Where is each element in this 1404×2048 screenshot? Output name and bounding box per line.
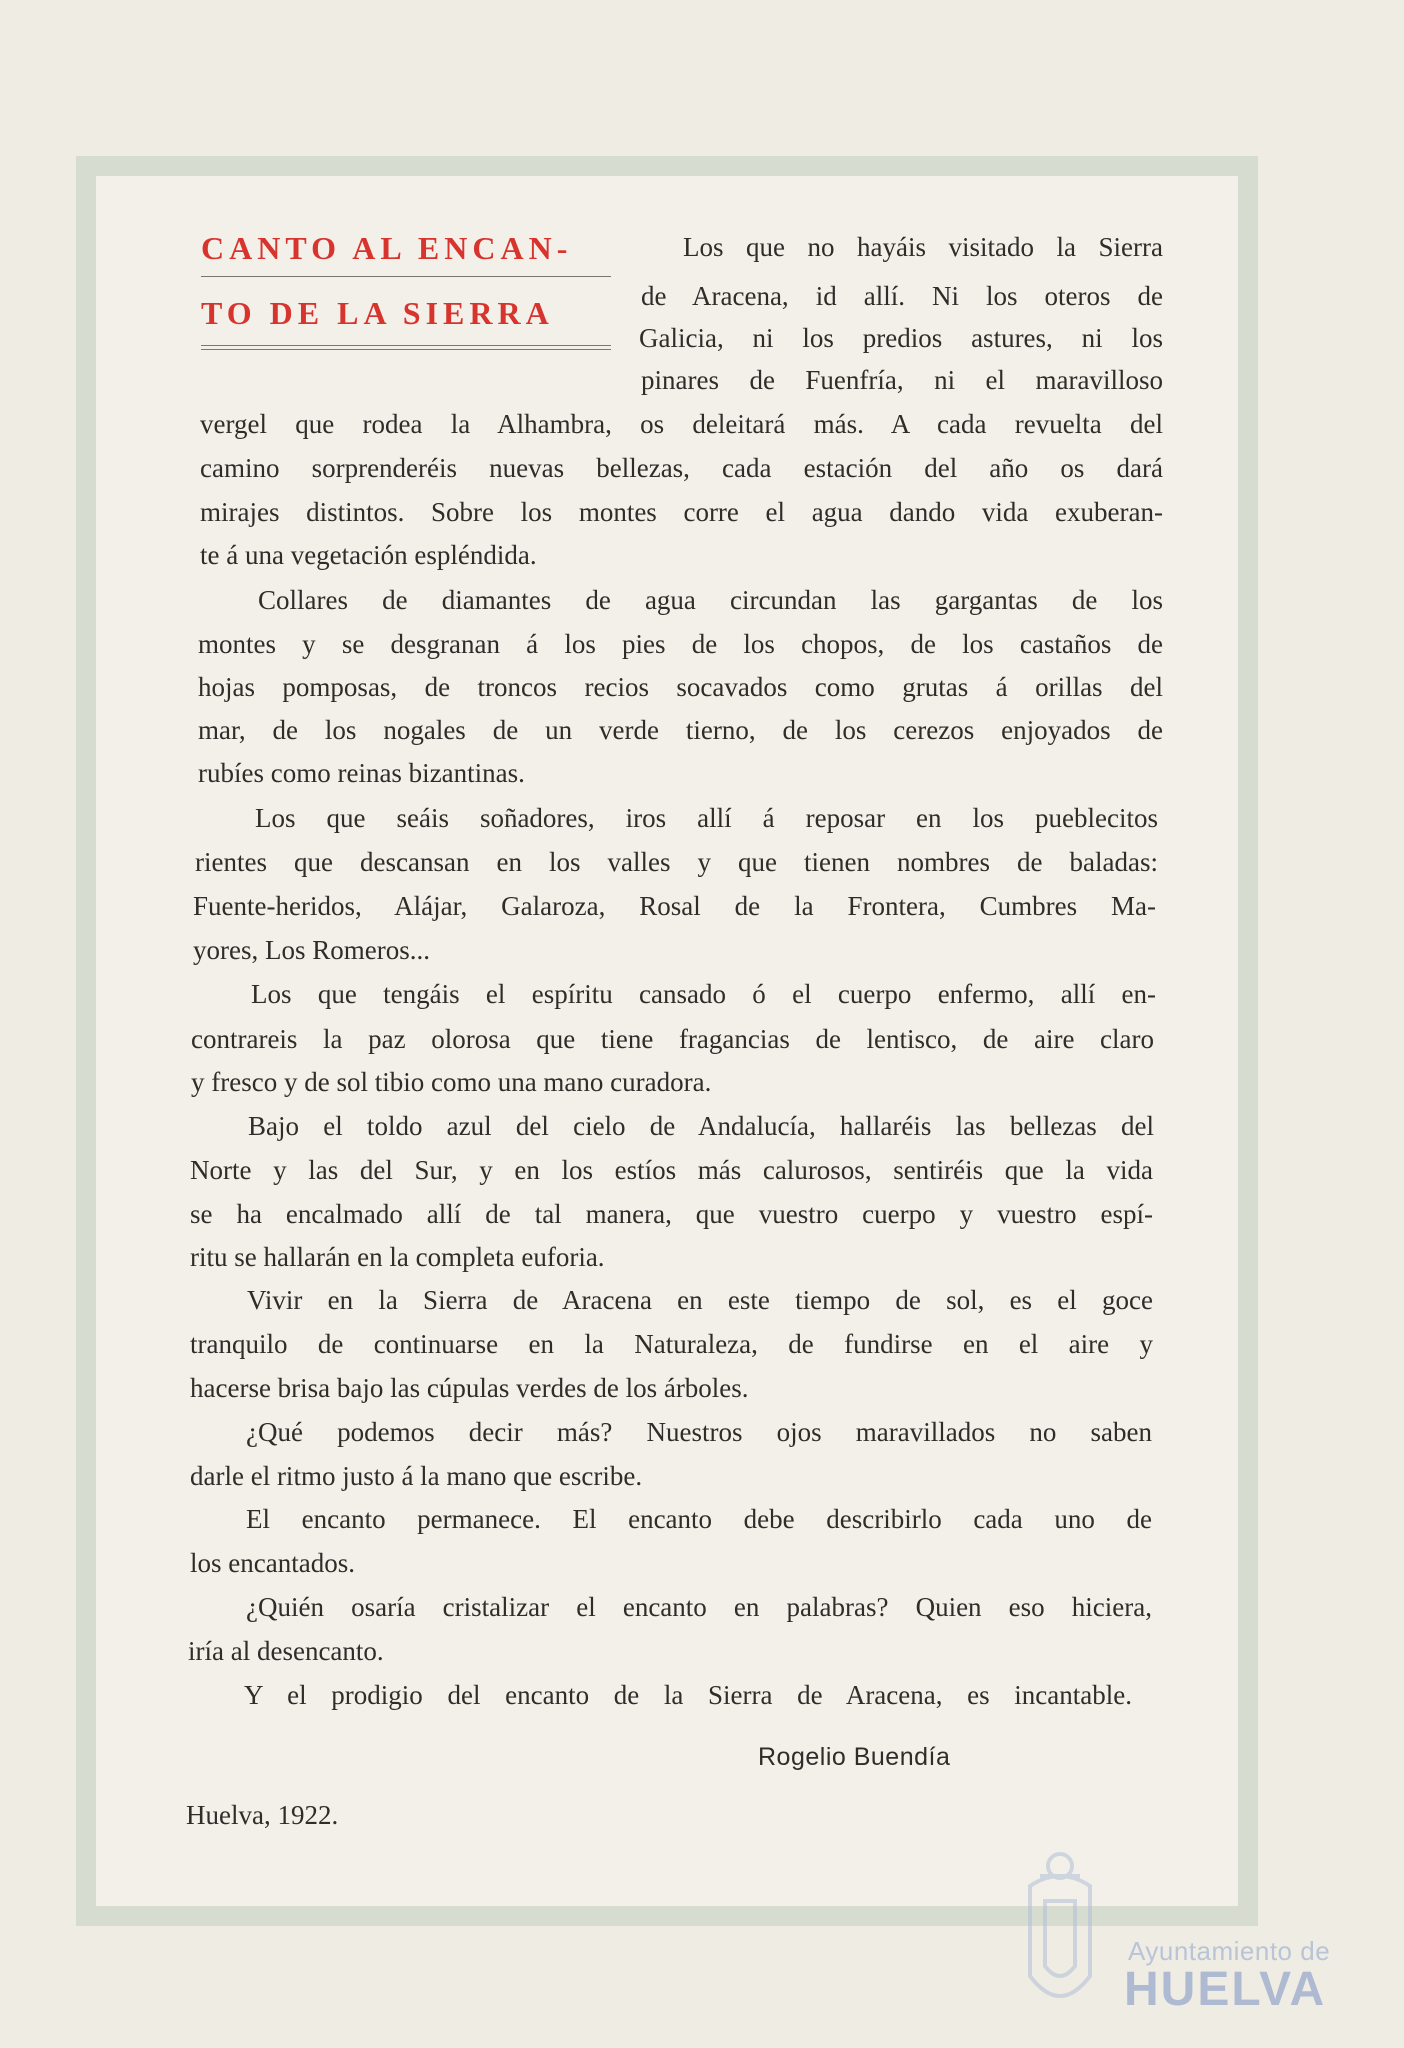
title-line-1: CANTO AL ENCAN- xyxy=(201,230,573,266)
text-line: Collares de diamantes de agua circundan las gargantas de los xyxy=(258,585,1163,615)
text-line: ritu se hallarán en la completa euforia. xyxy=(190,1242,605,1272)
text-line: mar, de los nogales de un verde tierno, de los cerezos enjoyados de xyxy=(198,715,1163,745)
text-line: se ha encalmado allí de tal manera, que vuestro cuerpo y vuestro espí- xyxy=(190,1199,1153,1229)
title-line-2: TO DE LA SIERRA xyxy=(201,295,554,331)
text-line: ¿Quién osaría cristalizar el encanto en palabras? Quien eso hiciera, xyxy=(246,1592,1152,1622)
text-line: Bajo el toldo azul del cielo de Andalucía, hallaréis las bellezas del xyxy=(248,1111,1154,1141)
title-rule-bottom xyxy=(201,345,611,350)
text-line: iría al desencanto. xyxy=(188,1636,384,1666)
text-line: tranquilo de continuarse en la Naturaleza, de fundirse en el aire y xyxy=(190,1329,1153,1359)
text-line: Fuente-heridos, Alájar, Galaroza, Rosal de la Frontera, Cumbres Ma- xyxy=(193,891,1156,921)
place-date: Huelva, 1922. xyxy=(186,1800,339,1830)
text-line: mirajes distintos. Sobre los montes corre el agua dando vida exuberan- xyxy=(200,497,1163,527)
text-line: El encanto permanece. El encanto debe describirlo cada uno de xyxy=(246,1504,1152,1534)
text-line: rubíes como reinas bizantinas. xyxy=(198,758,525,788)
text-line: Vivir en la Sierra de Aracena en este tiempo de sol, es el goce xyxy=(247,1285,1153,1315)
text-line: contrareis la paz olorosa que tiene fragancias de lentisco, de aire claro xyxy=(191,1024,1154,1054)
text-line: rientes que descansan en los valles y que tienen nombres de baladas: xyxy=(195,847,1158,877)
text-line: hojas pomposas, de troncos recios socavados como grutas á orillas del xyxy=(198,672,1163,702)
text-line: yores, Los Romeros... xyxy=(193,935,430,965)
text-line: Los que no hayáis visitado la Sierra xyxy=(683,232,1163,262)
text-line: te á una vegetación espléndida. xyxy=(200,540,537,570)
text-line: vergel que rodea la Alhambra, os deleitará más. A cada revuelta del xyxy=(200,409,1163,439)
text-line: Galicia, ni los predios astures, ni los xyxy=(639,323,1163,353)
text-line: Y el prodigio del encanto de la Sierra de Aracena, es incantable. xyxy=(244,1680,1132,1710)
text-line: los encantados. xyxy=(190,1548,355,1578)
article-title xyxy=(201,226,616,350)
text-line: ¿Qué podemos decir más? Nuestros ojos maravillados no saben xyxy=(246,1417,1152,1447)
author-signature: Rogelio Buendía xyxy=(758,1743,951,1771)
watermark-text-1: Ayuntamiento de xyxy=(1128,1936,1331,1966)
text-line: pinares de Fuenfría, ni el maravilloso xyxy=(641,365,1163,395)
text-line: camino sorprenderéis nuevas bellezas, cada estación del año os dará xyxy=(200,453,1163,483)
text-line: montes y se desgranan á los pies de los chopos, de los castaños de xyxy=(198,629,1163,659)
text-line: Los que seáis soñadores, iros allí á reposar en los pueblecitos xyxy=(255,803,1158,833)
text-line: darle el ritmo justo á la mano que escribe. xyxy=(190,1461,643,1491)
text-line: Los que tengáis el espíritu cansado ó el cuerpo enfermo, allí en- xyxy=(251,979,1156,1009)
text-line: de Aracena, id allí. Ni los oteros de xyxy=(641,281,1163,311)
title-rule-top xyxy=(201,276,611,277)
watermark-text-2: HUELVA xyxy=(1124,1963,1327,2016)
text-line: Norte y las del Sur, y en los estíos más calurosos, sentiréis que la vida xyxy=(190,1155,1153,1185)
text-line: hacerse brisa bajo las cúpulas verdes de los árboles. xyxy=(190,1373,749,1403)
text-line: y fresco y de sol tibio como una mano curadora. xyxy=(191,1067,712,1097)
